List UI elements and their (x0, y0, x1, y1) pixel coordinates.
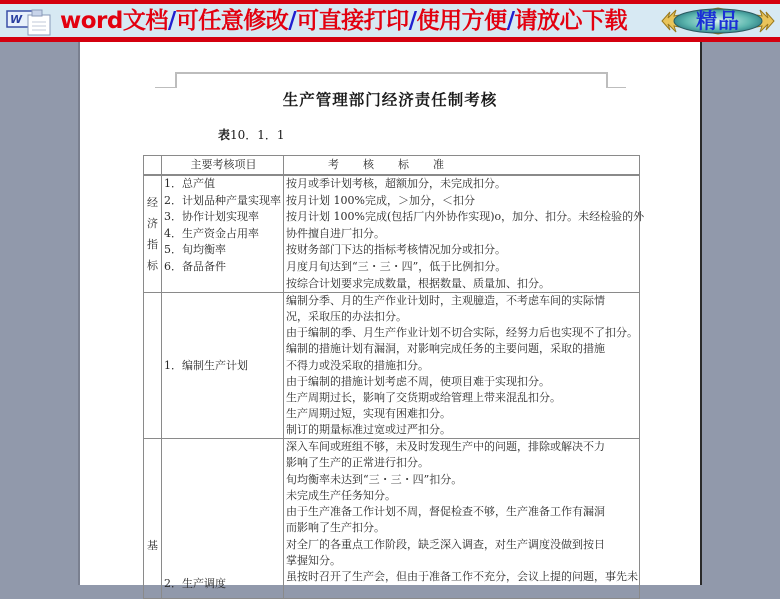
assessment-table (143, 155, 645, 599)
criteria-text: 按综合计划要求完成数量，根据数量、质量加、扣分。 (286, 276, 550, 290)
header-cell-criteria (284, 156, 640, 176)
slogan-separator: / (288, 8, 297, 34)
table-caption (218, 126, 285, 143)
criteria-text: 制订的期量标准过宽或过严扣分。 (286, 422, 451, 436)
criteria-text: 由于编制的措施计划考虑不周，使项目难于实现扣分。 (286, 374, 550, 388)
document-title: 生产管理部门经济责任制考核 (282, 90, 498, 109)
criteria-text: 生产周期过长，影响了交货期或给管理上带来混乱扣分。 (286, 390, 561, 404)
criteria-text: 生产周期过短，实现有困难扣分。 (286, 406, 451, 420)
header-char: 核 (363, 158, 398, 171)
criteria-text: 月度月旬达到“三・三・四”，低于比例扣分。 (286, 259, 507, 273)
criteria-text: 协件擅自进厂扣分。 (286, 226, 385, 240)
table-row (144, 175, 640, 293)
category-char: 济 (147, 217, 158, 231)
criteria-text: 虽按时召开了生产会，但由于准备工作不充分，会议上提的问题，事先未 (286, 570, 638, 584)
category-cell (144, 175, 162, 293)
header-rule (175, 72, 607, 74)
category-char: 经 (147, 196, 158, 210)
criteria-text: 况，采取压的办法扣分。 (286, 310, 407, 324)
criteria-cell (284, 439, 640, 599)
table-header-row (144, 156, 640, 176)
criteria-text: 编制的措施计划有漏洞，对影响完成任务的主要问题，采取的措施 (286, 342, 605, 356)
table-caption-number: 10．1．1 (230, 128, 285, 142)
svg-text:W: W (10, 13, 23, 26)
criteria-text: 而影响了生产扣分。 (286, 521, 385, 535)
banner-slogan (60, 4, 627, 38)
category-char: 基 (147, 539, 158, 552)
page-right-shadow (700, 42, 702, 585)
table-caption-prefix: 表 (218, 128, 231, 142)
criteria-text: 按月计划 100%完成，＞加分，＜扣分 (286, 193, 475, 207)
criteria-text: 深入车间或班组不够，未及时发现生产中的问题，排除或解决不力 (286, 440, 605, 453)
criteria-text: 不得力或没采取的措施扣分。 (286, 358, 429, 372)
item-text: 3．协作计划实现率 (164, 210, 259, 224)
criteria-text: 由于生产准备工作计划不周，督促检查不够，生产准备工作有漏洞 (286, 505, 605, 519)
header-char: 考 (328, 158, 363, 171)
premium-badge (660, 6, 776, 36)
slogan-segment: 可直接打印 (296, 8, 409, 34)
slogan-segment: 请放心下载 (514, 8, 627, 34)
item-text: 2．计划品种产量实现率 (164, 193, 281, 207)
items-cell (162, 175, 284, 293)
criteria-text: 按月计划 100%完成(包括厂内外协作实现)o，加分、扣分。未经检验的外 (286, 210, 645, 224)
item-text: 6．备品备件 (164, 259, 226, 273)
table-row (144, 439, 640, 599)
header-char: 标 (398, 158, 433, 171)
item-text: 1．总产值 (164, 177, 215, 190)
word-document-icon (6, 8, 56, 38)
items-cell (162, 439, 284, 599)
slogan-segment: 使用方便 (416, 8, 507, 34)
criteria-cell (284, 293, 640, 439)
criteria-cell (284, 175, 645, 293)
category-cell (144, 293, 162, 439)
criteria-text: 旬均衡率未达到“三・三・四”扣分。 (286, 472, 463, 486)
item-text: 4．生产资金占用率 (164, 226, 259, 240)
table-row (144, 293, 640, 439)
header-rule-right-tick (606, 72, 608, 88)
criteria-text: 影响了生产的正常进行扣分。 (286, 456, 429, 470)
badge-label: 精品 (696, 9, 740, 33)
category-label (144, 192, 161, 276)
slogan-separator: / (167, 8, 176, 34)
promo-banner (0, 0, 780, 42)
header-cell-items: 主要考核项目 (162, 156, 284, 176)
header-cell-category (144, 156, 162, 176)
slogan-segment: 可任意修改 (175, 8, 289, 34)
criteria-text: 按财务部门下达的指标考核情况加分或扣分。 (286, 243, 506, 257)
slogan-separator: / (506, 8, 515, 34)
header-char: 准 (433, 158, 444, 171)
items-cell (162, 293, 284, 439)
criteria-text: 编制分季、月的生产作业计划时，主观臆造，不考虑车间的实际情 (286, 294, 605, 308)
criteria-text: 对全厂的各重点工作阶段，缺乏深入调查，对生产调度没做到按日 (286, 537, 605, 551)
category-cell (144, 439, 162, 599)
criteria-text: 掌握知分。 (286, 554, 341, 568)
item-text: 2．生产调度 (164, 577, 226, 590)
category-char: 指 (147, 238, 158, 252)
category-char: 标 (147, 259, 158, 273)
item-text: 1．编制生产计划 (164, 358, 248, 372)
slogan-separator: / (408, 8, 417, 34)
item-text: 5．旬均衡率 (164, 243, 226, 257)
slogan-segment: word文档 (60, 8, 168, 34)
criteria-text: 由于编制的季、月生产作业计划不切合实际，经努力后也实现不了扣分。 (286, 326, 638, 340)
criteria-text: 未完成生产任务知分。 (286, 488, 396, 502)
criteria-text: 按月或季计划考核，超额加分，未完成扣分。 (286, 177, 506, 190)
header-rule-left-tick (175, 72, 177, 88)
